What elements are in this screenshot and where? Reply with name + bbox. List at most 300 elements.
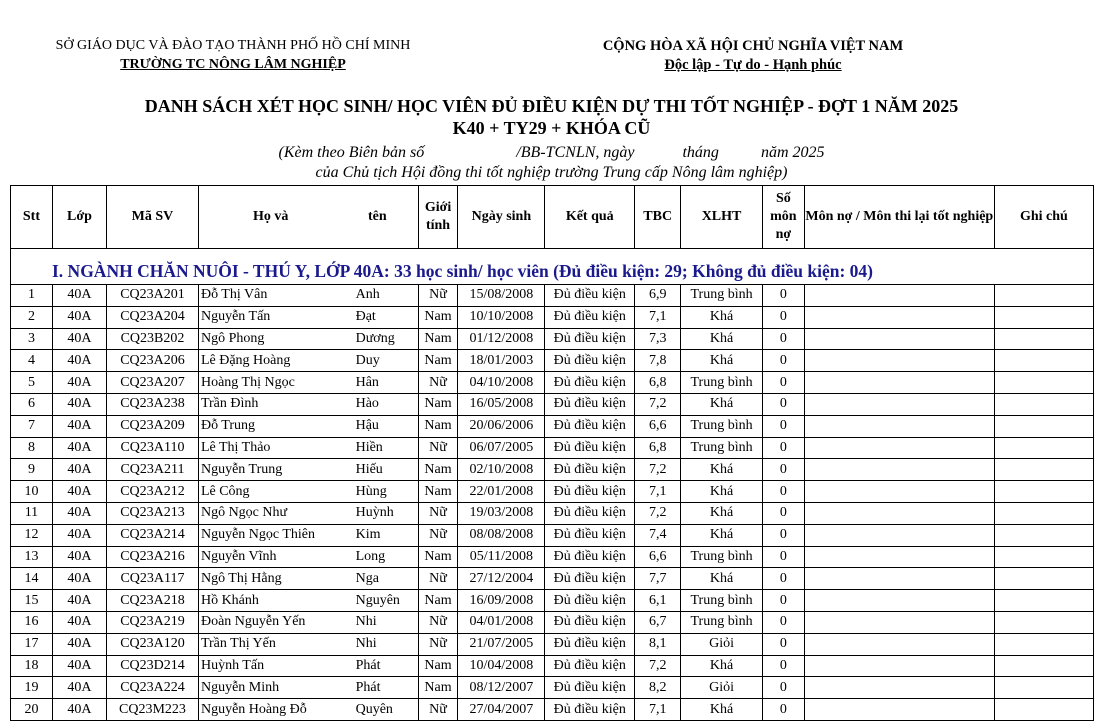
- cell-stt: 1: [11, 285, 53, 307]
- cell-somon: 0: [762, 633, 804, 655]
- cell-somon: 0: [762, 699, 804, 721]
- cell-stt: 10: [11, 481, 53, 503]
- table-row: [11, 502, 1094, 524]
- cell-stt: 2: [11, 306, 53, 328]
- cell-somon: 0: [762, 524, 804, 546]
- cell-ten: Hào: [347, 393, 419, 415]
- cell-ghichu: [994, 437, 1093, 459]
- cell-tbc: 6,8: [635, 372, 681, 394]
- cell-gioitinh: Nam: [418, 677, 458, 699]
- col-tbc: TBC: [635, 186, 681, 249]
- department-name: SỞ GIÁO DỤC VÀ ĐÀO TẠO THÀNH PHỐ HỒ CHÍ MINH: [55, 38, 411, 53]
- cell-tbc: 6,9: [635, 285, 681, 307]
- cell-monno: [804, 393, 994, 415]
- cell-ho: Huỳnh Tấn: [198, 655, 346, 677]
- cell-somon: 0: [762, 328, 804, 350]
- cell-ten: Huỳnh: [347, 502, 419, 524]
- cell-ten: Quyên: [347, 699, 419, 721]
- table-row: [11, 677, 1094, 699]
- cell-masv: CQ23A214: [107, 524, 199, 546]
- cell-monno: [804, 590, 994, 612]
- cell-ketqua: Đủ điều kiện: [545, 372, 635, 394]
- cell-monno: [804, 502, 994, 524]
- cell-somon: 0: [762, 481, 804, 503]
- cell-masv: CQ23A238: [107, 393, 199, 415]
- cell-ketqua: Đủ điều kiện: [545, 699, 635, 721]
- cell-ngaysinh: 10/10/2008: [458, 306, 545, 328]
- cell-ho: Đỗ Trung: [198, 415, 346, 437]
- table-row: [11, 524, 1094, 546]
- cell-xlht: Trung bình: [681, 546, 763, 568]
- cell-tbc: 7,7: [635, 568, 681, 590]
- table-header: [11, 186, 1094, 249]
- cell-gioitinh: Nam: [418, 655, 458, 677]
- cell-gioitinh: Nam: [418, 459, 458, 481]
- cell-stt: 12: [11, 524, 53, 546]
- cell-ten: Đạt: [347, 306, 419, 328]
- cell-ngaysinh: 27/04/2007: [458, 699, 545, 721]
- cell-ketqua: Đủ điều kiện: [545, 481, 635, 503]
- cell-gioitinh: Nam: [418, 393, 458, 415]
- cell-ketqua: Đủ điều kiện: [545, 502, 635, 524]
- cell-lop: 40A: [52, 677, 106, 699]
- cell-monno: [804, 699, 994, 721]
- cell-tbc: 6,8: [635, 437, 681, 459]
- cell-ngaysinh: 05/11/2008: [458, 546, 545, 568]
- cell-stt: 7: [11, 415, 53, 437]
- issuer-header: [0, 36, 466, 74]
- cell-ghichu: [994, 481, 1093, 503]
- cell-ngaysinh: 19/03/2008: [458, 502, 545, 524]
- cell-lop: 40A: [52, 655, 106, 677]
- cell-ho: Đoàn Nguyễn Yến: [198, 611, 346, 633]
- cell-tbc: 7,4: [635, 524, 681, 546]
- cell-tbc: 7,2: [635, 502, 681, 524]
- cell-somon: 0: [762, 546, 804, 568]
- cell-tbc: 7,1: [635, 699, 681, 721]
- cell-xlht: Giỏi: [681, 633, 763, 655]
- cell-gioitinh: Nam: [418, 546, 458, 568]
- cell-tbc: 8,2: [635, 677, 681, 699]
- col-ghichu: Ghi chú: [994, 186, 1093, 249]
- cell-xlht: Khá: [681, 481, 763, 503]
- cell-monno: [804, 677, 994, 699]
- cell-gioitinh: Nam: [418, 590, 458, 612]
- cell-gioitinh: Nữ: [418, 437, 458, 459]
- cell-somon: 0: [762, 611, 804, 633]
- cell-stt: 18: [11, 655, 53, 677]
- cell-ngaysinh: 16/09/2008: [458, 590, 545, 612]
- cell-ten: Phát: [347, 655, 419, 677]
- cell-tbc: 7,1: [635, 481, 681, 503]
- cell-masv: CQ23A117: [107, 568, 199, 590]
- cell-ho: Nguyễn Hoàng Đỗ: [198, 699, 346, 721]
- cell-ngaysinh: 22/01/2008: [458, 481, 545, 503]
- cell-lop: 40A: [52, 437, 106, 459]
- cell-ngaysinh: 27/12/2004: [458, 568, 545, 590]
- cell-masv: CQ23A206: [107, 350, 199, 372]
- cell-gioitinh: Nam: [418, 350, 458, 372]
- cell-lop: 40A: [52, 328, 106, 350]
- cell-ketqua: Đủ điều kiện: [545, 393, 635, 415]
- cell-xlht: Trung bình: [681, 372, 763, 394]
- cell-stt: 6: [11, 393, 53, 415]
- col-hoten: Họ và tên: [198, 186, 418, 249]
- cell-ten: Anh: [347, 285, 419, 307]
- cell-ghichu: [994, 699, 1093, 721]
- cell-somon: 0: [762, 677, 804, 699]
- cell-ngaysinh: 02/10/2008: [458, 459, 545, 481]
- cell-ho: Trần Đình: [198, 393, 346, 415]
- cell-somon: 0: [762, 306, 804, 328]
- cell-stt: 19: [11, 677, 53, 699]
- cell-ghichu: [994, 372, 1093, 394]
- cell-masv: CQ23A224: [107, 677, 199, 699]
- cell-stt: 13: [11, 546, 53, 568]
- cell-ho: Trần Thị Yến: [198, 633, 346, 655]
- cell-gioitinh: Nữ: [418, 524, 458, 546]
- cell-ketqua: Đủ điều kiện: [545, 568, 635, 590]
- cell-ten: Hân: [347, 372, 419, 394]
- cell-ten: Kim: [347, 524, 419, 546]
- cell-ho: Nguyễn Vĩnh: [198, 546, 346, 568]
- cell-tbc: 6,6: [635, 415, 681, 437]
- cell-monno: [804, 372, 994, 394]
- cell-masv: CQ23A213: [107, 502, 199, 524]
- cell-ghichu: [994, 502, 1093, 524]
- cell-ketqua: Đủ điều kiện: [545, 677, 635, 699]
- cell-ketqua: Đủ điều kiện: [545, 459, 635, 481]
- national-title: CỘNG HÒA XÃ HỘI CHỦ NGHĨA VIỆT NAM: [602, 38, 904, 54]
- cell-ketqua: Đủ điều kiện: [545, 285, 635, 307]
- col-ketqua: Kết quả: [545, 186, 635, 249]
- cell-ngaysinh: 01/12/2008: [458, 328, 545, 350]
- table-row: [11, 285, 1094, 307]
- cell-gioitinh: Nam: [418, 328, 458, 350]
- cell-tbc: 7,2: [635, 459, 681, 481]
- cell-xlht: Khá: [681, 502, 763, 524]
- cell-lop: 40A: [52, 415, 106, 437]
- cell-tbc: 7,2: [635, 393, 681, 415]
- table-row: [11, 459, 1094, 481]
- cell-ghichu: [994, 655, 1093, 677]
- cell-masv: CQ23A110: [107, 437, 199, 459]
- cell-tbc: 7,8: [635, 350, 681, 372]
- cell-monno: [804, 546, 994, 568]
- cell-monno: [804, 285, 994, 307]
- cell-ngaysinh: 06/07/2005: [458, 437, 545, 459]
- col-gioitinh: Giới tính: [418, 186, 458, 249]
- cell-xlht: Giỏi: [681, 677, 763, 699]
- table-row: [11, 481, 1094, 503]
- cell-masv: CQ23A219: [107, 611, 199, 633]
- cell-tbc: 7,2: [635, 655, 681, 677]
- cell-ho: Đỗ Thị Vân: [198, 285, 346, 307]
- cell-xlht: Trung bình: [681, 415, 763, 437]
- cell-somon: 0: [762, 350, 804, 372]
- cell-lop: 40A: [52, 546, 106, 568]
- school-name: TRƯỜNG TC NÔNG LÂM NGHIỆP: [120, 57, 346, 72]
- table-row: [11, 372, 1094, 394]
- cell-stt: 9: [11, 459, 53, 481]
- table-row: [11, 350, 1094, 372]
- cell-ho: Nguyễn Trung: [198, 459, 346, 481]
- cell-monno: [804, 306, 994, 328]
- cell-xlht: Khá: [681, 699, 763, 721]
- cell-lop: 40A: [52, 459, 106, 481]
- cell-ten: Nhi: [347, 633, 419, 655]
- cell-ten: Nga: [347, 568, 419, 590]
- cell-ghichu: [994, 677, 1093, 699]
- cell-stt: 8: [11, 437, 53, 459]
- cell-stt: 3: [11, 328, 53, 350]
- cell-lop: 40A: [52, 568, 106, 590]
- cell-masv: CQ23A211: [107, 459, 199, 481]
- cell-ngaysinh: 18/01/2003: [458, 350, 545, 372]
- table-row: [11, 328, 1094, 350]
- document-title: DANH SÁCH XÉT HỌC SINH/ HỌC VIÊN ĐỦ ĐIỀU KIỆN DỰ THI TỐT NGHIỆP - ĐỢT 1 NĂM 2025: [144, 96, 959, 116]
- cell-ghichu: [994, 546, 1093, 568]
- cell-ten: Nhi: [347, 611, 419, 633]
- cell-tbc: 8,1: [635, 633, 681, 655]
- cell-ten: Dương: [347, 328, 419, 350]
- cell-xlht: Trung bình: [681, 285, 763, 307]
- col-masv: Mã SV: [107, 186, 199, 249]
- cell-ketqua: Đủ điều kiện: [545, 590, 635, 612]
- cell-somon: 0: [762, 459, 804, 481]
- cell-lop: 40A: [52, 611, 106, 633]
- national-header: [566, 37, 940, 75]
- cell-ten: Duy: [347, 350, 419, 372]
- cell-masv: CQ23M223: [107, 699, 199, 721]
- cell-xlht: Trung bình: [681, 437, 763, 459]
- cell-ho: Nguyễn Minh: [198, 677, 346, 699]
- cell-ghichu: [994, 393, 1093, 415]
- cell-ketqua: Đủ điều kiện: [545, 611, 635, 633]
- cell-stt: 20: [11, 699, 53, 721]
- authority-line: của Chủ tịch Hội đồng thi tốt nghiệp trường Trung cấp Nông lâm nghiệp): [315, 164, 788, 181]
- national-motto: Độc lập - Tự do - Hạnh phúc: [664, 57, 842, 73]
- cell-xlht: Khá: [681, 459, 763, 481]
- cell-xlht: Trung bình: [681, 590, 763, 612]
- cell-monno: [804, 611, 994, 633]
- cell-ketqua: Đủ điều kiện: [545, 306, 635, 328]
- table-row: [11, 437, 1094, 459]
- reference-line: (Kèm theo Biên bản số /BB-TCNLN, ngày tháng năm 2025: [278, 144, 825, 161]
- cell-ghichu: [994, 568, 1093, 590]
- cell-stt: 14: [11, 568, 53, 590]
- table-row: [11, 590, 1094, 612]
- table-row: [11, 611, 1094, 633]
- cell-ngaysinh: 16/05/2008: [458, 393, 545, 415]
- col-monno: Môn nợ / Môn thi lại tốt nghiệp: [804, 186, 994, 249]
- cell-ngaysinh: 20/06/2006: [458, 415, 545, 437]
- cell-ketqua: Đủ điều kiện: [545, 655, 635, 677]
- cell-xlht: Khá: [681, 328, 763, 350]
- cell-monno: [804, 568, 994, 590]
- cell-lop: 40A: [52, 502, 106, 524]
- cell-lop: 40A: [52, 350, 106, 372]
- cell-ho: Lê Thị Thảo: [198, 437, 346, 459]
- cell-masv: CQ23A212: [107, 481, 199, 503]
- cell-masv: CQ23D214: [107, 655, 199, 677]
- cell-lop: 40A: [52, 590, 106, 612]
- cell-stt: 15: [11, 590, 53, 612]
- cell-tbc: 7,1: [635, 306, 681, 328]
- cell-ghichu: [994, 459, 1093, 481]
- cell-ghichu: [994, 524, 1093, 546]
- student-table: [10, 185, 1094, 721]
- cell-gioitinh: Nam: [418, 415, 458, 437]
- cell-tbc: 6,1: [635, 590, 681, 612]
- cell-ketqua: Đủ điều kiện: [545, 546, 635, 568]
- cell-xlht: Trung bình: [681, 611, 763, 633]
- cell-ketqua: Đủ điều kiện: [545, 328, 635, 350]
- cell-stt: 17: [11, 633, 53, 655]
- cell-gioitinh: Nam: [418, 306, 458, 328]
- cell-lop: 40A: [52, 524, 106, 546]
- cell-ngaysinh: 08/12/2007: [458, 677, 545, 699]
- cell-xlht: Khá: [681, 306, 763, 328]
- cell-gioitinh: Nữ: [418, 502, 458, 524]
- cell-ten: Hiếu: [347, 459, 419, 481]
- cell-ghichu: [994, 590, 1093, 612]
- cell-ho: Ngô Thị Hằng: [198, 568, 346, 590]
- cell-masv: CQ23A216: [107, 546, 199, 568]
- cell-ngaysinh: 10/04/2008: [458, 655, 545, 677]
- cell-xlht: Khá: [681, 350, 763, 372]
- cell-lop: 40A: [52, 481, 106, 503]
- cell-gioitinh: Nữ: [418, 372, 458, 394]
- table-row: [11, 306, 1094, 328]
- cell-monno: [804, 481, 994, 503]
- cell-monno: [804, 328, 994, 350]
- cell-ho: Lê Đặng Hoàng: [198, 350, 346, 372]
- cell-ho: Lê Công: [198, 481, 346, 503]
- cell-lop: 40A: [52, 372, 106, 394]
- cell-ten: Hậu: [347, 415, 419, 437]
- cell-ten: Long: [347, 546, 419, 568]
- cell-somon: 0: [762, 502, 804, 524]
- cell-gioitinh: Nữ: [418, 633, 458, 655]
- col-stt: Stt: [11, 186, 53, 249]
- cell-ngaysinh: 04/01/2008: [458, 611, 545, 633]
- col-lop: Lớp: [52, 186, 106, 249]
- section-title: I. NGÀNH CHĂN NUÔI - THÚ Y, LỚP 40A: 33 học sinh/ học viên (Đủ điều kiện: 29; Không đủ điều kiện: 04): [11, 249, 1094, 285]
- cell-somon: 0: [762, 655, 804, 677]
- cell-lop: 40A: [52, 633, 106, 655]
- cell-gioitinh: Nữ: [418, 611, 458, 633]
- cell-stt: 5: [11, 372, 53, 394]
- cell-monno: [804, 633, 994, 655]
- cell-gioitinh: Nam: [418, 481, 458, 503]
- cell-ho: Hoàng Thị Ngọc: [198, 372, 346, 394]
- cell-ten: Hùng: [347, 481, 419, 503]
- table-row: [11, 546, 1094, 568]
- cell-ketqua: Đủ điều kiện: [545, 415, 635, 437]
- cell-xlht: Khá: [681, 568, 763, 590]
- cell-lop: 40A: [52, 699, 106, 721]
- cell-somon: 0: [762, 285, 804, 307]
- cell-ten: Nguyên: [347, 590, 419, 612]
- cell-ho: Hồ Khánh: [198, 590, 346, 612]
- table-row: [11, 655, 1094, 677]
- cell-stt: 11: [11, 502, 53, 524]
- cell-monno: [804, 655, 994, 677]
- cell-ghichu: [994, 415, 1093, 437]
- cell-ghichu: [994, 633, 1093, 655]
- table-row: [11, 393, 1094, 415]
- cell-stt: 4: [11, 350, 53, 372]
- cell-monno: [804, 459, 994, 481]
- cell-monno: [804, 437, 994, 459]
- cell-xlht: Khá: [681, 655, 763, 677]
- cell-monno: [804, 524, 994, 546]
- cell-ghichu: [994, 306, 1093, 328]
- cell-ho: Nguyễn Tấn: [198, 306, 346, 328]
- col-xlht: XLHT: [681, 186, 763, 249]
- cell-masv: CQ23A218: [107, 590, 199, 612]
- section-header: [11, 249, 1094, 285]
- cell-ten: Phát: [347, 677, 419, 699]
- cell-somon: 0: [762, 590, 804, 612]
- cell-masv: CQ23A209: [107, 415, 199, 437]
- cell-somon: 0: [762, 372, 804, 394]
- document-subtitle: K40 + TY29 + KHÓA CŨ: [452, 118, 651, 138]
- cell-ketqua: Đủ điều kiện: [545, 524, 635, 546]
- col-ngaysinh: Ngày sinh: [458, 186, 545, 249]
- cell-masv: CQ23A207: [107, 372, 199, 394]
- cell-ho: Ngô Phong: [198, 328, 346, 350]
- table-row: [11, 699, 1094, 721]
- cell-somon: 0: [762, 568, 804, 590]
- cell-gioitinh: Nữ: [418, 699, 458, 721]
- cell-ghichu: [994, 285, 1093, 307]
- cell-lop: 40A: [52, 285, 106, 307]
- cell-masv: CQ23A201: [107, 285, 199, 307]
- cell-gioitinh: Nữ: [418, 568, 458, 590]
- cell-lop: 40A: [52, 306, 106, 328]
- cell-stt: 16: [11, 611, 53, 633]
- cell-tbc: 7,3: [635, 328, 681, 350]
- cell-ghichu: [994, 350, 1093, 372]
- cell-ghichu: [994, 328, 1093, 350]
- cell-tbc: 6,6: [635, 546, 681, 568]
- table-row: [11, 415, 1094, 437]
- cell-monno: [804, 350, 994, 372]
- cell-ketqua: Đủ điều kiện: [545, 350, 635, 372]
- cell-lop: 40A: [52, 393, 106, 415]
- cell-gioitinh: Nữ: [418, 285, 458, 307]
- cell-ngaysinh: 04/10/2008: [458, 372, 545, 394]
- cell-ketqua: Đủ điều kiện: [545, 437, 635, 459]
- cell-somon: 0: [762, 437, 804, 459]
- cell-ho: Ngô Ngọc Như: [198, 502, 346, 524]
- cell-ghichu: [994, 611, 1093, 633]
- cell-ho: Nguyễn Ngọc Thiên: [198, 524, 346, 546]
- cell-ngaysinh: 08/08/2008: [458, 524, 545, 546]
- cell-ngaysinh: 21/07/2005: [458, 633, 545, 655]
- cell-masv: CQ23B202: [107, 328, 199, 350]
- cell-somon: 0: [762, 415, 804, 437]
- cell-xlht: Khá: [681, 393, 763, 415]
- cell-ketqua: Đủ điều kiện: [545, 633, 635, 655]
- col-somon: Số môn nợ: [762, 186, 804, 249]
- cell-xlht: Khá: [681, 524, 763, 546]
- cell-monno: [804, 415, 994, 437]
- cell-masv: CQ23A204: [107, 306, 199, 328]
- cell-ngaysinh: 15/08/2008: [458, 285, 545, 307]
